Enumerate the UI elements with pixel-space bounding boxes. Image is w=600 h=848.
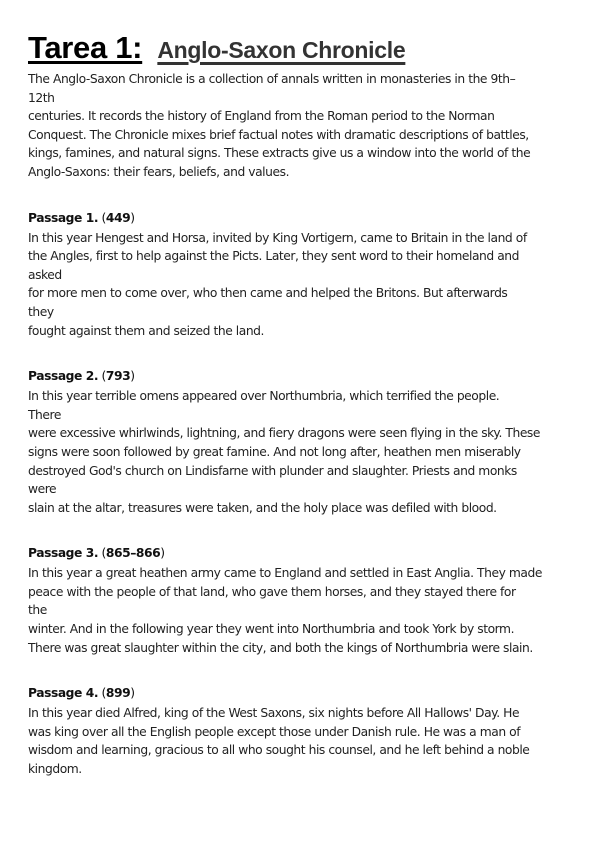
passage-label: Passage 2. (28, 369, 99, 384)
intro-line: kings, famines, and natural signs. These extracts give us a window into the world of the (28, 146, 531, 161)
passage-year: 449 (105, 210, 131, 225)
intro-line: The Anglo-Saxon Chronicle is a collection of annals written in monasteries in the 9th– (28, 72, 516, 86)
intro-line: centuries. It records the history of England from the Roman period to the Norman (28, 109, 495, 124)
passage-line: slain at the altar, treasures were taken, and the holy place was defiled with blood. (28, 500, 497, 515)
passage-line: for more men to come over, who then came and helped the Britons. But afterwards (28, 286, 508, 301)
passage-line: There was great slaughter within the city, and both the kings of Northumbria were slain. (28, 640, 533, 655)
document-page (28, 26, 588, 779)
passage-heading (28, 684, 588, 704)
paren-open: ( (101, 686, 106, 701)
passage-line: In this year terrible omens appeared over Northumbria, which terrified the people. (28, 389, 500, 404)
intro-line: Conquest. The Chronicle mixes brief factual notes with dramatic descriptions of battles, (28, 127, 529, 142)
paren-open: ( (101, 546, 106, 561)
passage-line: In this year Hengest and Horsa, invited by King Vortigern, came to Britain in the land of (28, 230, 527, 245)
title-subject: Anglo-Saxon Chronicle (157, 37, 406, 63)
passage-line: wisdom and learning, gracious to all who sought his counsel, and he left behind a noble (28, 743, 530, 758)
passage-line: winter. And in the following year they went into Northumbria and took York by storm. (28, 622, 515, 637)
passage-label: Passage 3. (28, 546, 99, 561)
paren-open: ( (101, 210, 106, 225)
passage-heading (28, 367, 588, 387)
passage-line: the Angles, first to help against the Picts. Later, they sent word to their homeland and (28, 249, 519, 264)
passage-year: 793 (105, 369, 131, 384)
passage-line: they (28, 304, 54, 319)
paren-close: ) (130, 686, 135, 701)
passage-line: was king over all the English people except those under Danish rule. He was a man of (28, 724, 521, 739)
passage-year: 899 (105, 686, 131, 701)
passage-1 (28, 209, 588, 341)
passage-line: kingdom. (28, 762, 82, 777)
passage-line: In this year died Alfred, king of the West Saxons, six nights before All Hallows' Day. He (28, 706, 520, 721)
passage-3 (28, 544, 588, 657)
passage-year: 865–866 (105, 546, 161, 561)
page-title (28, 26, 588, 68)
intro-line: Anglo-Saxons: their fears, beliefs, and values. (28, 164, 290, 179)
passage-line: were (28, 482, 57, 497)
passage-label: Passage 4. (28, 686, 99, 701)
passage-line: asked (28, 267, 62, 282)
passage-line: peace with the people of that land, who gave them horses, and they stayed there for (28, 584, 516, 599)
passage-heading (28, 209, 588, 229)
paren-close: ) (160, 546, 165, 561)
passage-2 (28, 367, 588, 517)
paren-open: ( (101, 369, 106, 384)
paren-close: ) (130, 210, 135, 225)
passage-line: In this year a great heathen army came to England and settled in East Anglia. They made (28, 566, 542, 581)
passage-label: Passage 1. (28, 210, 99, 225)
passage-heading (28, 544, 588, 564)
passage-line: signs were soon followed by great famine. And not long after, heathen men miserably (28, 444, 521, 459)
passage-4 (28, 684, 588, 778)
intro-line: 12th (28, 90, 55, 105)
paren-close: ) (130, 369, 135, 384)
title-task-label: Tarea 1: (28, 30, 143, 65)
passage-line: fought against them and seized the land. (28, 323, 264, 338)
passage-line: were excessive whirlwinds, lightning, and fiery dragons were seen flying in the sky. These (28, 426, 541, 441)
passage-line: destroyed God's church on Lindisfarne with plunder and slaughter. Priests and monks (28, 463, 517, 478)
passage-line: There (28, 407, 61, 422)
passage-line: the (28, 603, 47, 618)
intro-paragraph (28, 70, 588, 182)
